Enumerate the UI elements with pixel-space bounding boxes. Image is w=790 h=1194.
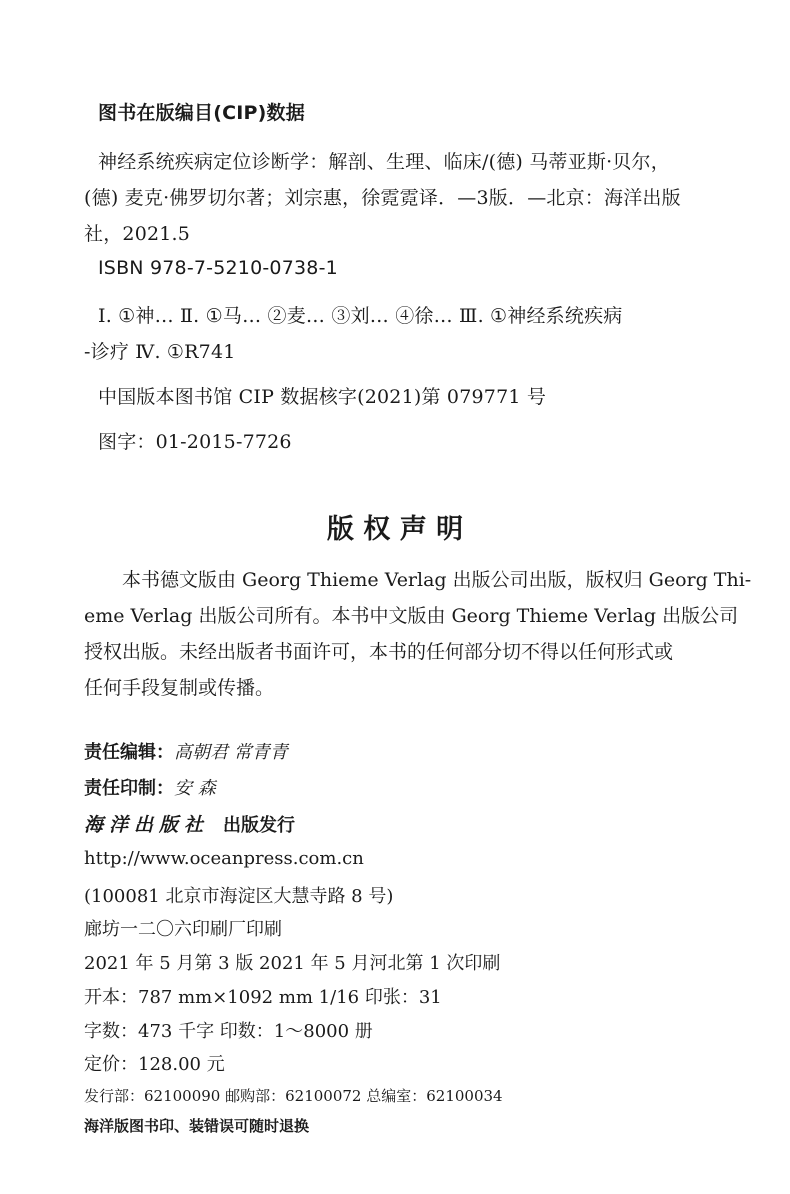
copyright-line-3: 授权出版。未经出版者书面许可，本书的任何部分切不得以任何形式或 <box>84 641 674 663</box>
copyright-line-1: 本书德文版由 Georg Thieme Verlag 出版公司出版，版权归 Georg Thi- <box>122 569 752 591</box>
copyright-line-4: 任何手段复制或传播。 <box>84 677 275 699</box>
copyright-heading: 版 权 声 明 <box>326 514 464 545</box>
copyright-line-2: eme Verlag 出版公司所有。本书中文版由 Georg Thieme Verlag 出版公司 <box>84 605 739 627</box>
responsible-printing-label: 责任印制： <box>84 778 174 799</box>
replacement-notice: 海洋版图书印、装错误可随时退换 <box>84 1117 310 1135</box>
cip-title-line-1: 神经系统疾病定位诊断学：解剖、生理、临床/(德) 马蒂亚斯·贝尔， <box>98 151 670 173</box>
responsible-editor <box>84 738 288 764</box>
responsible-editor-value: 高朝君 常青青 <box>174 742 288 763</box>
cip-heading: 图书在版编目(CIP)数据 <box>98 102 305 124</box>
format-info: 开本：787 mm×1092 mm 1/16 印张：31 <box>84 987 442 1008</box>
printer: 廊坊一二〇六印刷厂印刷 <box>84 919 282 940</box>
publisher-line <box>84 810 295 837</box>
responsible-editor-label: 责任编辑： <box>84 742 174 763</box>
cip-title-line-2: (德) 麦克·佛罗切尔著；刘宗惠，徐霓霓译．—3版．—北京：海洋出版 <box>84 187 681 209</box>
publisher-address: (100081 北京市海淀区大慧寺路 8 号) <box>84 886 394 907</box>
phone-numbers: 发行部：62100090 邮购部：62100072 总编室：62100034 <box>84 1087 503 1105</box>
cip-classification-line-1: Ⅰ. ①神… Ⅱ. ①马… ②麦… ③刘… ④徐… Ⅲ. ①神经系统疾病 <box>98 305 623 327</box>
cip-data-number: 中国版本图书馆 CIP 数据核字(2021)第 079771 号 <box>98 386 547 408</box>
cip-isbn: ISBN 978-7-5210-0738-1 <box>98 257 338 279</box>
publisher-logo: 海洋出版社 <box>84 814 210 836</box>
price: 定价：128.00 元 <box>84 1054 225 1075</box>
cip-figure-number: 图字：01-2015-7726 <box>98 431 292 453</box>
word-count-info: 字数：473 千字 印数：1～8000 册 <box>84 1021 373 1042</box>
cip-title-line-3: 社，2021.5 <box>84 223 191 245</box>
publisher-url: http://www.oceanpress.com.cn <box>84 848 364 869</box>
cip-classification-line-2: -诊疗 Ⅳ. ①R741 <box>84 341 236 363</box>
publisher-action: 出版发行 <box>223 815 296 836</box>
responsible-printing-value: 安 森 <box>174 778 216 799</box>
responsible-printing <box>84 774 216 800</box>
edition-info: 2021 年 5 月第 3 版 2021 年 5 月河北第 1 次印刷 <box>84 953 501 974</box>
